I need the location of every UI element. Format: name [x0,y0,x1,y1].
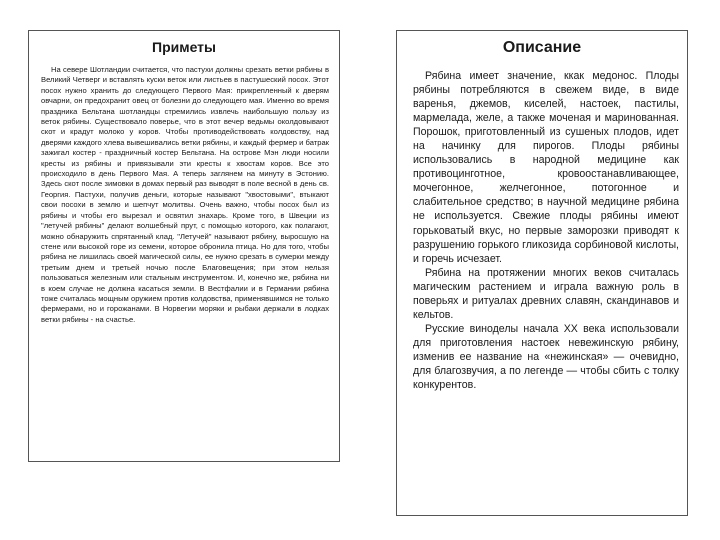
description-title: Описание [502,39,582,56]
description-paragraph-3: Русские виноделы начала XX века использовали для приготовления настоек невежинскую рябину, изменив ее название на «нежинская» — очевидно, для благозвучия, а по легенде — чтобы сбить с толку конкурентов. [413,322,679,392]
omens-panel [28,30,340,462]
description-panel [396,30,688,516]
description-paragraph-2: Рябина на протяжении многих веков считалась магическим растением и играла важную роль в поверьях и ритуалах древних славян, скандинавов и кельтов. [413,266,679,321]
omens-title: Приметы [152,39,216,55]
omens-text: На севере Шотландии считается, что пастухи должны срезать ветки рябины в Великий Четверг и вставлять куски веток или листьев в пастушеский посох. Этот посох нужно хранить до следующего Первого Мая: прикрепленный к дверям овчарни, он предохранит овец от болезни до следующего мая. Именно во время праздника Бельтана шотландцы стремились извлечь наибольшую пользу из веток рябины. Существовало поверье, что в этот вечер ведьмы околдовывают скот и крадут молоко у коров. Чтобы противодействовать колдовству, над дверями каждого хлева вывешивались ветки рябины, и каждый фермер и батрак зажигал костер - праздничный костер Бельтана. На острове Мэн люди носили кресты из рябины и привязывали эти кресты к хвостам коров. Все это происходило в день Первого Мая. А теперь заглянем на минуту в Эстонию. Здесь скот после зимовки в домах первый раз выводят в поле весной в день св. Георгия. Пастухи, получив деньги, которые называют "хвостовыми", втыкают свои посохи в землю и шепчут молитвы. Очень важно, чтобы посох был из рябины и чтобы его вырезал и освятил знахарь. Кроме того, в Швеции из "летучей рябины" делают волшебный прут, с помощью которого, как полагают, можно обнаружить спрятанный клад. "Летучей" называют рябину, выросшую на стене или высокой горе из семени, которое обронила птица. Но для того, чтобы рябина не лишилась своей магической силы, ее нужно срезать в сумерки между третьим днем и третьей ночью после Благовещения; при этом нельзя пользоваться железным или стальным инструментом. И, конечно же, рябина ни в коем случае не должна касаться земли. В Вестфалии и в Германии рябина тоже считалась мощным оружием против колдовства, применявшимся не только фермерами, но и горожанами. В Норвегии моряки и рыбаки держали в лодках ветки рябины - на счастье. [41,65,329,324]
description-text [397,69,687,392]
description-paragraph-1: Рябина имеет значение, ккак медонос. Плоды рябины потребляются в свежем виде, в виде варенья, джемов, киселей, настоек, пастилы, мармелада, желе, а также моченая и маринованная. Порошок, приготовленный из сушеных плодов, идет на начинку для пирогов. Плоды рябины использовались в народной медицине как противоцинготное, кровоостанавливающее, мочегонное, желчегонное, потогонное и слабительное средство; в научной медицине рябина не используется. Свежие плоды рябины имеют горьковатый вкус, но первые заморозки приводят к разрушению горького гликозида сорбиновой кислоты, и горечь исчезает. [413,70,679,265]
